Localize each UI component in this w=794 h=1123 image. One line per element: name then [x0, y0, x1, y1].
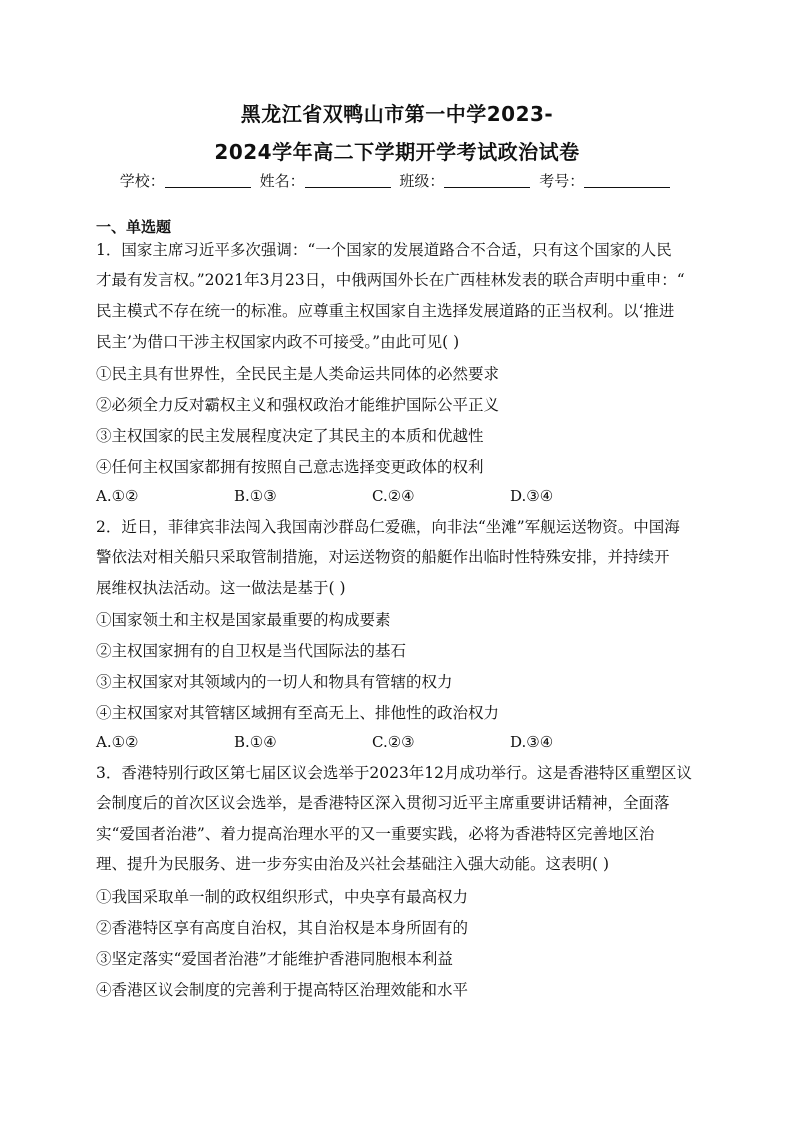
q2-option-d[interactable]: D.③④: [510, 733, 554, 751]
q2-item: ②主权国家拥有的自卫权是当代国际法的基石: [96, 642, 407, 660]
q2-item: ④主权国家对其管辖区域拥有至高无上、排他性的政治权力: [96, 704, 500, 722]
q2-item: ①国家领土和主权是国家最重要的构成要素: [96, 611, 391, 629]
q1-stem-line: 才最有发言权。”2021年3月23日，中俄两国外长在广西桂林发表的联合声明中重申：“: [96, 271, 685, 289]
q3-stem-line: 理、提升为民服务、进一步夯实由治及兴社会基础注入强大动能。这表明( ): [96, 855, 610, 873]
q1-option-a[interactable]: A.①②: [96, 487, 139, 505]
q1-option-c[interactable]: C.②④: [372, 487, 415, 505]
q3-stem-line: 3．香港特别行政区第七届区议会选举于2023年12月成功举行。这是香港特区重塑区议: [96, 764, 693, 782]
q1-item: ③主权国家的民主发展程度决定了其民主的本质和优越性: [96, 427, 484, 445]
q2-option-a[interactable]: A.①②: [96, 733, 139, 751]
q3-item: ④香港区议会制度的完善利于提高特区治理效能和水平: [96, 981, 469, 999]
q1-option-d[interactable]: D.③④: [510, 487, 554, 505]
q1-stem-line: 民主’为借口干涉主权国家内政不可接受。”由此可见( ): [96, 333, 460, 351]
q2-option-c[interactable]: C.②③: [372, 733, 415, 751]
q2-option-b[interactable]: B.①④: [234, 733, 277, 751]
school-blank: [165, 173, 251, 188]
q1-item: ④任何主权国家都拥有按照自己意志选择变更政体的权利: [96, 458, 484, 476]
section-title: 一、单选题: [96, 218, 172, 236]
class-label: 班级：: [399, 172, 445, 190]
q3-stem-line: 实“爱国者治港”、着力提高治理水平的又一重要实践，必将为香港特区完善地区治: [96, 825, 655, 843]
q2-stem-line: 2．近日，菲律宾非法闯入我国南沙群岛仁爱礁，向非法“坐滩”军舰运送物资。中国海: [96, 518, 680, 536]
exam-number-blank: [584, 173, 670, 188]
q2-stem-line: 展维权执法活动。这一做法是基于( ): [96, 579, 346, 597]
q2-stem-line: 警依法对相关船只采取管制措施，对运送物资的船艇作出临时性特殊安排，并持续开: [96, 548, 670, 566]
q1-item: ②必须全力反对霸权主义和强权政治才能维护国际公平正义: [96, 396, 500, 414]
q3-item: ①我国采取单一制的政权组织形式，中央享有最高权力: [96, 888, 469, 906]
q3-item: ③坚定落实“爱国者治港”才能维护香港同胞根本利益: [96, 950, 453, 968]
class-blank: [444, 173, 530, 188]
q1-stem-line: 1．国家主席习近平多次强调：“一个国家的发展道路合不合适，只有这个国家的人民: [96, 241, 672, 259]
exam-title-line2: 2024学年高二下学期开学考试政治试卷: [214, 140, 580, 164]
q1-item: ①民主具有世界性，全民民主是人类命运共同体的必然要求: [96, 365, 500, 383]
q1-stem-line: 民主模式不存在统一的标准。应尊重主权国家自主选择发展道路的正当权利。以‘推进: [96, 302, 675, 320]
student-info-row: [0, 170, 794, 191]
exam-number-label: 考号：: [539, 172, 585, 190]
q3-item: ②香港特区享有高度自治权，其自治权是本身所固有的: [96, 919, 469, 937]
name-blank: [305, 173, 391, 188]
exam-title-line1: 黑龙江省双鸭山市第一中学2023-: [240, 102, 554, 126]
q2-item: ③主权国家对其领域内的一切人和物具有管辖的权力: [96, 673, 453, 691]
name-label: 姓名：: [259, 172, 305, 190]
school-label: 学校：: [119, 172, 165, 190]
q1-option-b[interactable]: B.①③: [234, 487, 277, 505]
q3-stem-line: 会制度后的首次区议会选举，是香港特区深入贯彻习近平主席重要讲话精神，全面落: [96, 794, 670, 812]
